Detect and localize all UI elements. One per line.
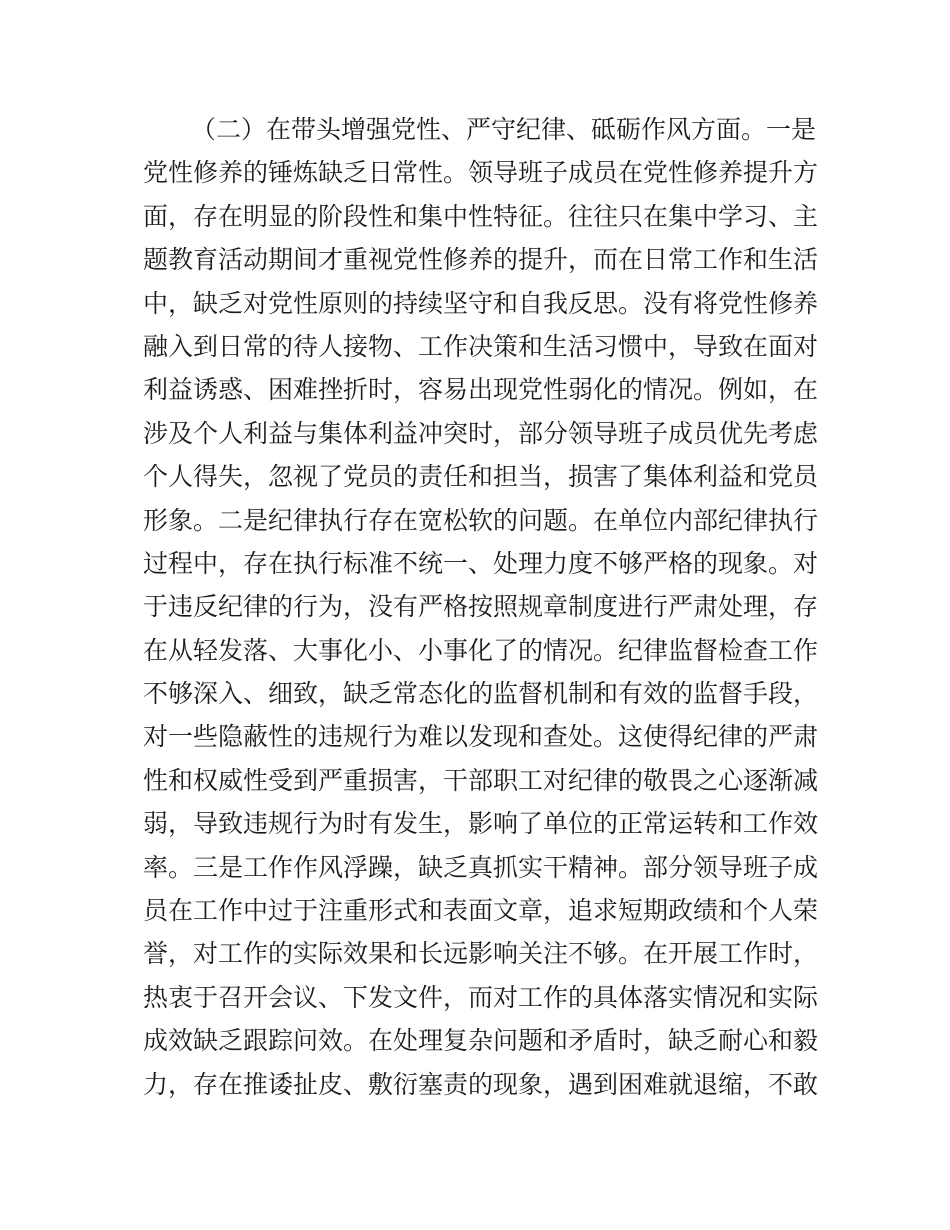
paragraph-line: 性和权威性受到严重损害，干部职工对纪律的敬畏之心逐渐减	[143, 765, 819, 795]
paragraph-line: 誉，对工作的实际效果和长远影响关注不够。在开展工作时，	[143, 939, 819, 969]
paragraph-line: （二）在带头增强党性、严守纪律、砥砺作风方面。一是	[191, 115, 817, 144]
paragraph-line: 面，存在明显的阶段性和集中性特征。往往只在集中学习、主	[143, 201, 819, 231]
paragraph-line: 涉及个人利益与集体利益冲突时，部分领导班子成员优先考虑	[143, 418, 819, 448]
paragraph-line: 利益诱惑、困难挫折时，容易出现党性弱化的情况。例如，在	[143, 375, 819, 405]
paragraph-line: 力，存在推诿扯皮、敷衍塞责的现象，遇到困难就退缩，不敢	[143, 1069, 819, 1099]
paragraph-line: 中，缺乏对党性原则的持续坚守和自我反思。没有将党性修养	[143, 288, 819, 318]
paragraph-line: 在从轻发落、大事化小、小事化了的情况。纪律监督检查工作	[143, 635, 819, 665]
paragraph-line: 对一些隐蔽性的违规行为难以发现和查处。这使得纪律的严肃	[143, 722, 819, 752]
paragraph-line: 成效缺乏跟踪问效。在处理复杂问题和矛盾时，缺乏耐心和毅	[143, 1026, 819, 1056]
paragraph-line: 题教育活动期间才重视党性修养的提升，而在日常工作和生活	[143, 245, 819, 275]
paragraph-line: 热衷于召开会议、下发文件，而对工作的具体落实情况和实际	[143, 982, 819, 1012]
paragraph-line: 形象。二是纪律执行存在宽松软的问题。在单位内部纪律执行	[143, 505, 819, 535]
paragraph-line: 于违反纪律的行为，没有严格按照规章制度进行严肃处理，存	[143, 592, 819, 622]
body-paragraph	[143, 108, 819, 1106]
paragraph-line: 率。三是工作作风浮躁，缺乏真抓实干精神。部分领导班子成	[143, 852, 819, 882]
paragraph-line: 不够深入、细致，缺乏常态化的监督机制和有效的监督手段，	[143, 679, 819, 709]
paragraph-line: 过程中，存在执行标准不统一、处理力度不够严格的现象。对	[143, 548, 819, 578]
paragraph-line: 融入到日常的待人接物、工作决策和生活习惯中，导致在面对	[143, 331, 819, 361]
paragraph-line: 弱，导致违规行为时有发生，影响了单位的正常运转和工作效	[143, 809, 819, 839]
paragraph-line: 员在工作中过于注重形式和表面文章，追求短期政绩和个人荣	[143, 896, 819, 926]
paragraph-line: 党性修养的锤炼缺乏日常性。领导班子成员在党性修养提升方	[143, 158, 819, 188]
paragraph-line: 个人得失，忽视了党员的责任和担当，损害了集体利益和党员	[143, 462, 819, 492]
